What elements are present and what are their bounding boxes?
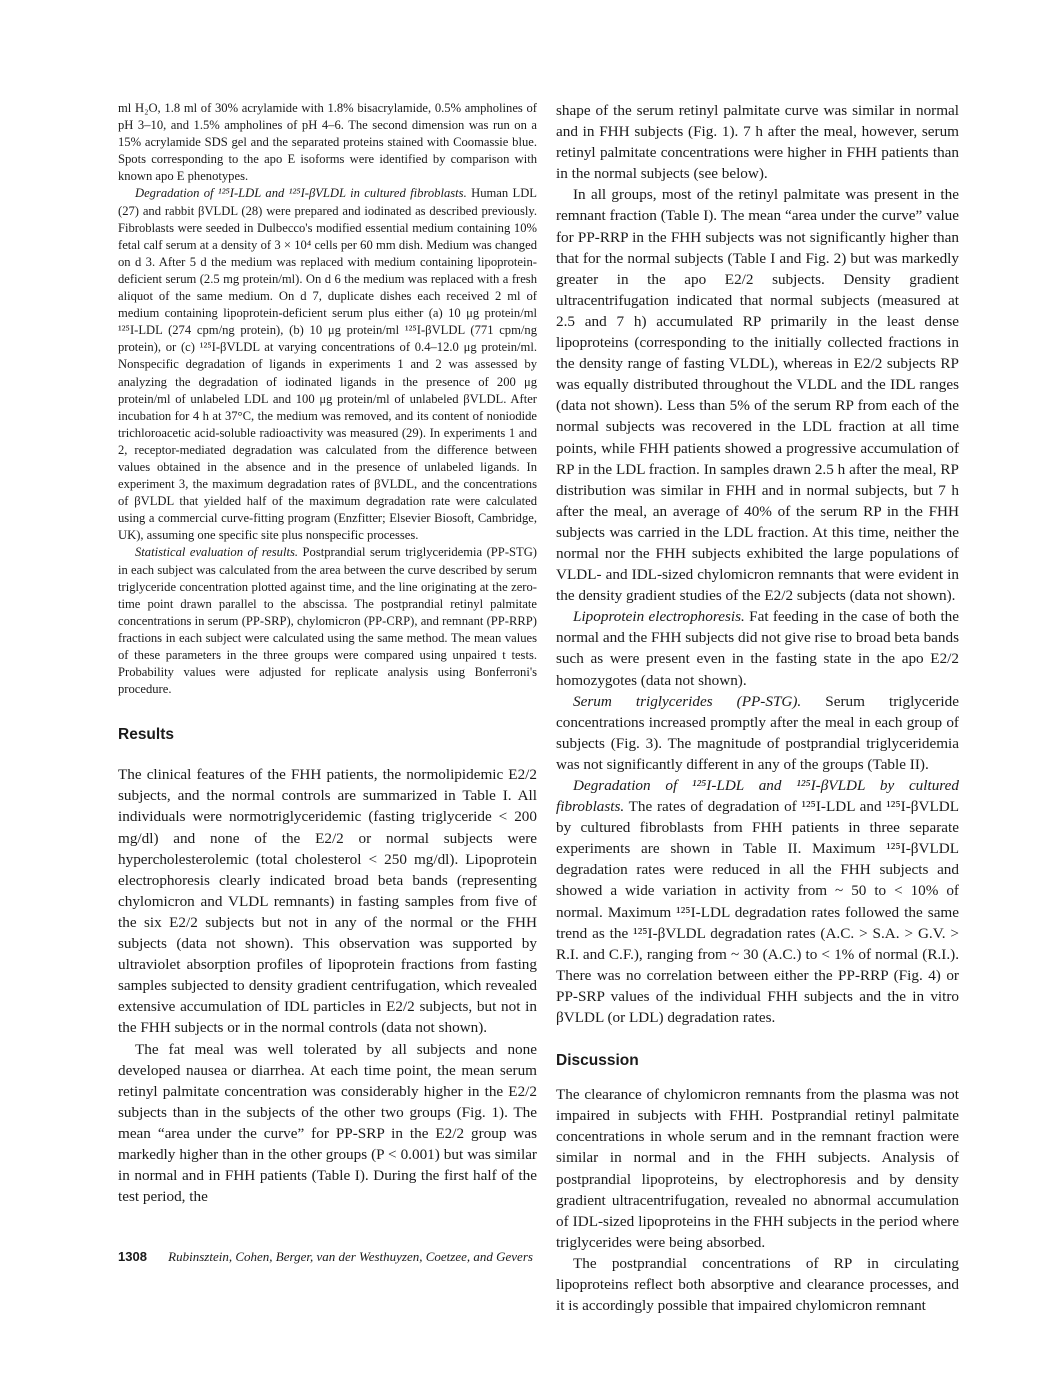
statistics-paragraph bbox=[118, 544, 537, 698]
electrophoresis-heading: Lipoprotein electrophoresis. bbox=[573, 608, 745, 626]
degradation-results-heading: Degradation of ¹²⁵I-LDL and ¹²⁵I-βVLDL by cultured fibroblasts. bbox=[556, 777, 959, 816]
results-paragraph-1: The clinical features of the FHH patients, the normolipidemic E2/2 subjects, and the normal controls are summarized in Table I. All individuals were normotriglyceridemic (fasting triglyceride < 200 mg/dl) and none of the E2/2 or normal subjects were hypercholesterolemic (total cholesterol < 250 mg/dl). Lipoprotein electrophoresis clearly indicated broad beta bands (representing chylomicron and VLDL remnants) in fasting samples from five of the six E2/2 subjects but not in any of the normal or the FHH subjects (data not shown). This observation was supported by ultraviolet absorption profiles of lipoprotein fractions from fasting samples subjected to density gradient centrifugation, which revealed extensive accumulation of IDL particles in E2/2 subjects, but not in the FHH subjects or in the normal controls (data not shown). bbox=[118, 766, 537, 1037]
left-column bbox=[118, 100, 537, 1207]
results-heading: Results bbox=[118, 726, 174, 744]
statistics-text: Postprandial serum triglyceridemia (PP-STG) in each subject was calculated from the area between the curve described by serum triglyceride concentration plotted against time, and the line originating at the zero-time point drawn parallel to the abscissa. The postprandial retinyl palmitate concentrations in serum (PP-SRP), chylomicron (PP-CRP), and remnant (PP-RRP) fractions in each subject were calculated using the same method. The mean values of these parameters in the three groups were compared using unpaired t tests. Probability values were adjusted for replicate analysis using Bonferroni's procedure. bbox=[118, 545, 537, 697]
degradation-results-text: The rates of degradation of ¹²⁵I-LDL and ¹²⁵I-βVLDL by cultured fibroblasts from FHH patients in three separate experiments are shown in Table II. Maximum ¹²⁵I-βVLDL degradation rates were reduced in all the FHH subjects and showed a wide variation in activity from ~ 50 to < 10% of normal. Maximum ¹²⁵I-LDL degradation rates followed the same trend as the ¹²⁵I-βVLDL degradation rates (A.C. > S.A. > G.V. > R.I. and C.F.), ranging from ~ 30 (A.C.) to < 1% of normal (R.I.). There was no correlation between either the PP-RRP (Fig. 4) or PP-SRP values of the individual FHH subjects and the in vitro βVLDL (or LDL) degradation rates. bbox=[556, 798, 959, 1027]
degradation-methods-heading: Degradation of ¹²⁵I-LDL and ¹²⁵I-βVLDL in cultured fibroblasts. bbox=[135, 186, 467, 201]
electrophoresis-paragraph bbox=[556, 606, 959, 690]
results-paragraph-4: In all groups, most of the retinyl palmitate was present in the remnant fraction (Table I). The mean “area under the curve” value for PP-RRP in the FHH subjects was not significantly higher than that for the normal subjects (Table I and Fig. 2) but was markedly greater in the apo E2/2 subjects. Density gradient ultracentrifugation indicated that normal subjects (measured at 2.5 and 7 h) accumulated RP primarily in the least dense lipoproteins (corresponding to the initially collected fractions in the density range of fasting VLDL), whereas in E2/2 subjects RP was equally distributed throughout the VLDL and the IDL ranges (data not shown). Less than 5% of the serum RP from each of the normal subjects was recovered in the LDL fraction at all time points, while FHH patients showed a progressive accumulation of RP in the LDL fraction. In samples drawn 2.5 h after the meal, RP distribution was similar in FHH and in normal subjects, but 7 h after the meal, an average of 40% of the serum RP in the FHH subjects was carried in the LDL fraction. At this time, neither the normal nor the FHH subjects exhibited the large populations of VLDL- and IDL-sized chylomicron remnants that were evident in the density gradient studies of the E2/2 subjects (data not shown). bbox=[556, 186, 959, 605]
degradation-methods-paragraph bbox=[118, 185, 537, 544]
degradation-methods-text: Human LDL (27) and rabbit βVLDL (28) were prepared and iodinated as described previously. Fibroblasts were seeded in Dulbecco's modified essential medium containing 10% fetal calf serum at a density of 3 × 10⁴ cells per 60 mm dish. Medium was changed on d 3. After 5 d the medium was replaced with medium containing lipoprotein-deficient serum (2.5 mg protein/ml). On d 6 the medium was replaced with a fresh aliquot of the same medium. On d 7, duplicate dishes each received 2 ml of medium containing lipoprotein-deficient serum plus either (a) 10 μg protein/ml ¹²⁵I-LDL (274 cpm/ng protein), (b) 10 μg protein/ml ¹²⁵I-βVLDL (771 cpm/ng protein), or (c) ¹²⁵I-βVLDL at varying concentrations of 0.4–12.0 μg protein/ml. Nonspecific degradation of ligands in experiments 1 and 2 was assessed by analyzing the degradation of iodinated ligands in the presence of 200 μg protein/ml of unlabeled LDL and 100 μg protein/ml of unlabeled βVLDL. After incubation for 4 h at 37°C, the medium was removed, and its content of noniodide trichloroacetic acid-soluble radioactivity was measured (29). In experiments 1 and 2, receptor-mediated degradation was calculated from the difference between values obtained in the absence and in the presence of unlabeled ligands. In experiment 3, the maximum degradation rates of βVLDL, and the concentrations of βVLDL that yielded half of the maximum degradation rate were calculated using a commercial curve-fitting program (Enzfitter; Elsevier Biosoft, Cambridge, UK), assuming one specific site plus nonspecific processes. bbox=[118, 186, 537, 543]
page-number: 1308 bbox=[118, 1249, 147, 1264]
discussion-heading: Discussion bbox=[556, 1052, 639, 1070]
triglycerides-heading: Serum triglycerides (PP-STG). bbox=[573, 692, 802, 710]
discussion-paragraph-1: The clearance of chylomicron remnants from the plasma was not impaired in subjects with FHH. Postprandial retinyl palmitate concentrations in whole serum and in the remnant fraction were similar in normal and in the FHH subjects. Analysis of postprandial lipoproteins, by electrophoresis and by density gradient ultracentrifugation, revealed no abnormal accumulation of IDL-sized lipoproteins in the FHH subjects in the period where triglycerides were being absorbed. bbox=[556, 1086, 959, 1251]
triglycerides-paragraph bbox=[556, 691, 959, 775]
results-paragraph-3: shape of the serum retinyl palmitate curve was similar in normal and in FHH subjects (Fig. 1). 7 h after the meal, however, serum retinyl palmitate concentrations were higher in FHH patients than in the normal subjects (see below). bbox=[556, 102, 959, 183]
footer-authors: Rubinsztein, Cohen, Berger, van der Westhuyzen, Coetzee, and Gevers bbox=[168, 1249, 533, 1264]
methods-continued-paragraph: ml H₂O, 1.8 ml of 30% acrylamide with 1.8% bisacrylamide, 0.5% ampholines of pH 3–10, and 1.5% ampholines of pH 4–6. The second dimension was run on a 15% acrylamide SDS gel and the separated proteins stained with Coomassie blue. Spots corresponding to the apo E isoforms were identified by comparison with known apo E phenotypes. bbox=[118, 101, 537, 184]
triglycerides-text: Serum triglyceride concentrations increased promptly after the meal in each group of subjects (Fig. 3). The magnitude of postprandial triglyceridemia was not significantly different in any of the groups (Table II). bbox=[556, 692, 959, 773]
discussion-paragraph-2: The postprandial concentrations of RP in circulating lipoproteins reflect both absorptive and clearance processes, and it is accordingly possible that impaired chylomicron remnant bbox=[556, 1254, 959, 1315]
page-footer bbox=[118, 1249, 533, 1265]
right-column bbox=[556, 100, 959, 1316]
degradation-results-paragraph bbox=[556, 775, 959, 1028]
statistics-heading: Statistical evaluation of results. bbox=[135, 545, 299, 560]
results-paragraph-2: The fat meal was well tolerated by all subjects and none developed nausea or diarrhea. At each time point, the mean serum retinyl palmitate concentration was considerably higher in the E2/2 subjects than in the subjects of the other two groups (Fig. 1). The mean “area under the curve” for PP-SRP in the E2/2 group was markedly higher than in the other groups (P < 0.001) but was similar in normal and in FHH patients (Table I). During the first half of the test period, the bbox=[118, 1040, 537, 1206]
electrophoresis-text: Fat feeding in the case of both the normal and the FHH subjects did not give rise to broad beta bands such as were present even in the fasting state in the apo E2/2 homozygotes (data not shown). bbox=[556, 608, 960, 689]
